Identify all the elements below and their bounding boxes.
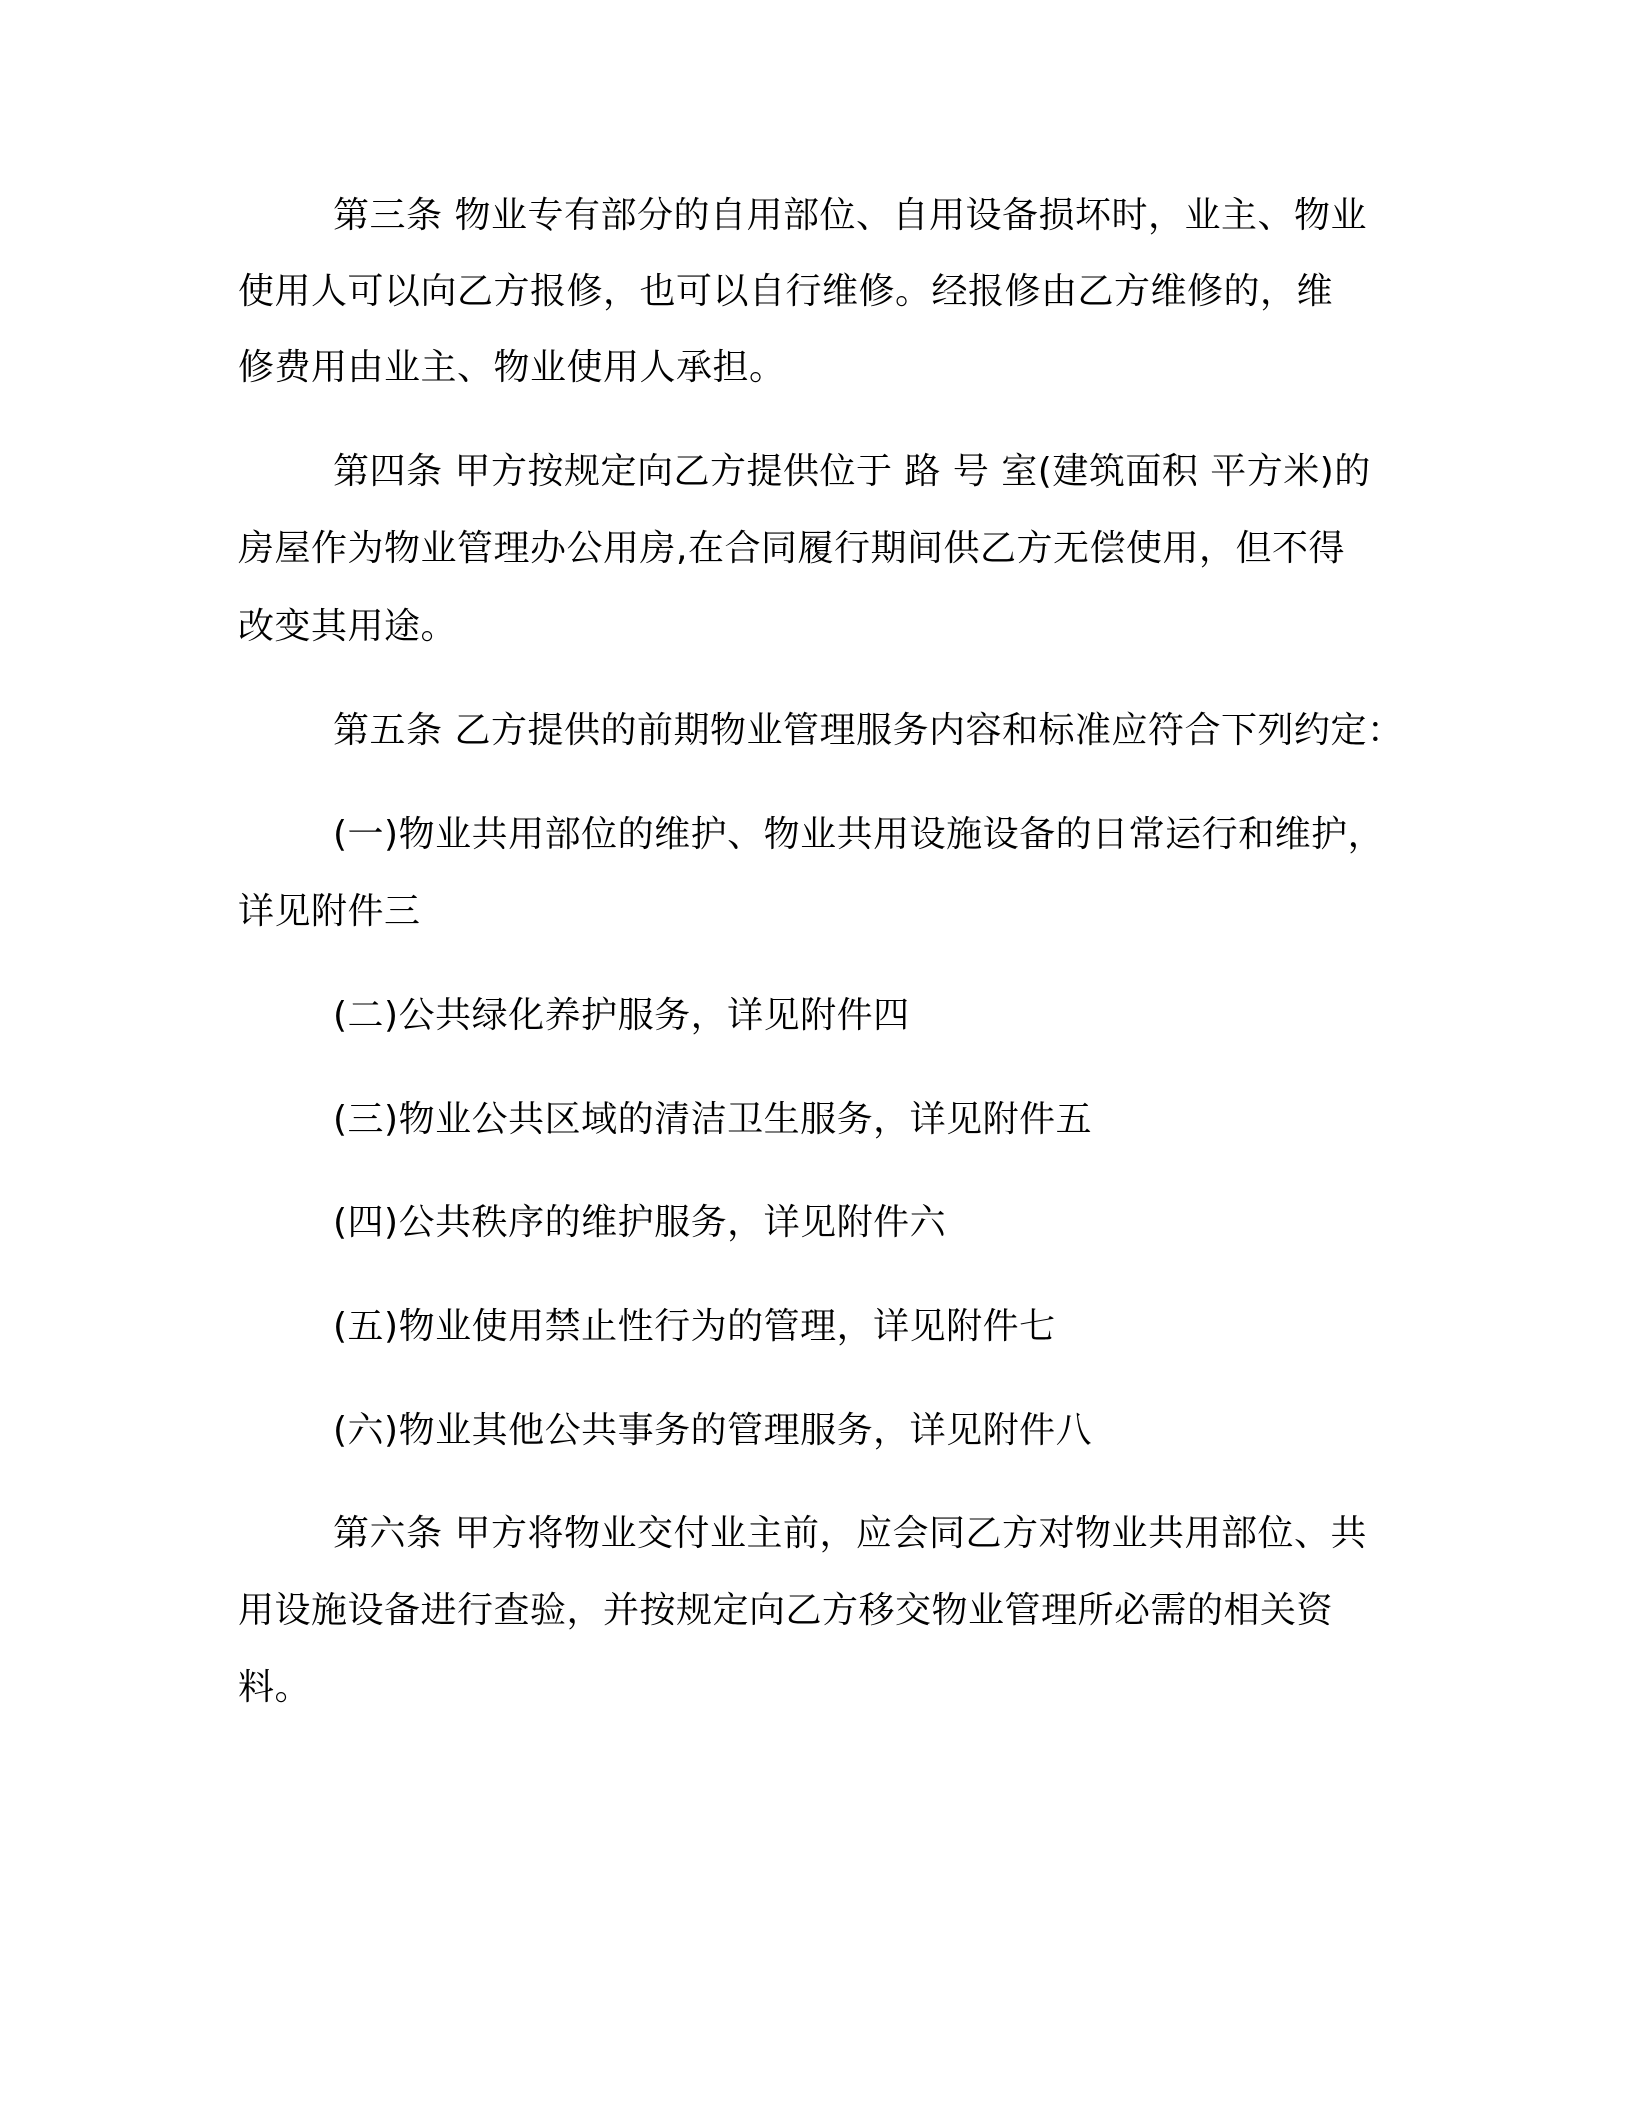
article-5-intro: 第五条 乙方提供的前期物业管理服务内容和标准应符合下列约定： <box>333 710 1404 751</box>
article-6-line-3: 料。 <box>238 1667 312 1708</box>
article-6-line-1: 第六条 甲方将物业交付业主前，应会同乙方对物业共用部位、共 <box>333 1513 1367 1554</box>
article-5-item-3: (三)物业公共区域的清洁卫生服务，详见附件五 <box>333 1099 1093 1140</box>
article-3-line-1: 第三条 物业专有部分的自用部位、自用设备损坏时，业主、物业 <box>333 195 1367 236</box>
article-3-line-2: 使用人可以向乙方报修，也可以自行维修。经报修由乙方维修的，维 <box>238 271 1334 312</box>
article-6-line-2: 用设施设备进行查验，并按规定向乙方移交物业管理所必需的相关资 <box>238 1590 1334 1631</box>
article-5-item-4: (四)公共秩序的维护服务，详见附件六 <box>333 1202 947 1243</box>
article-3-line-3: 修费用由业主、物业使用人承担。 <box>238 347 786 388</box>
article-4-line-1: 第四条 甲方按规定向乙方提供位于 路 号 室(建筑面积 平方米)的 <box>333 451 1371 492</box>
article-4-line-3: 改变其用途。 <box>238 606 458 647</box>
article-4-line-2: 房屋作为物业管理办公用房,在合同履行期间供乙方无偿使用，但不得 <box>238 528 1345 569</box>
article-5-item-1-line-1: (一)物业共用部位的维护、物业共用设施设备的日常运行和维护， <box>333 814 1385 855</box>
article-5-item-2: (二)公共绿化养护服务，详见附件四 <box>333 995 910 1036</box>
article-5-item-6: (六)物业其他公共事务的管理服务，详见附件八 <box>333 1410 1093 1451</box>
article-5-item-1-line-2: 详见附件三 <box>238 891 421 932</box>
article-5-item-5: (五)物业使用禁止性行为的管理，详见附件七 <box>333 1306 1056 1347</box>
